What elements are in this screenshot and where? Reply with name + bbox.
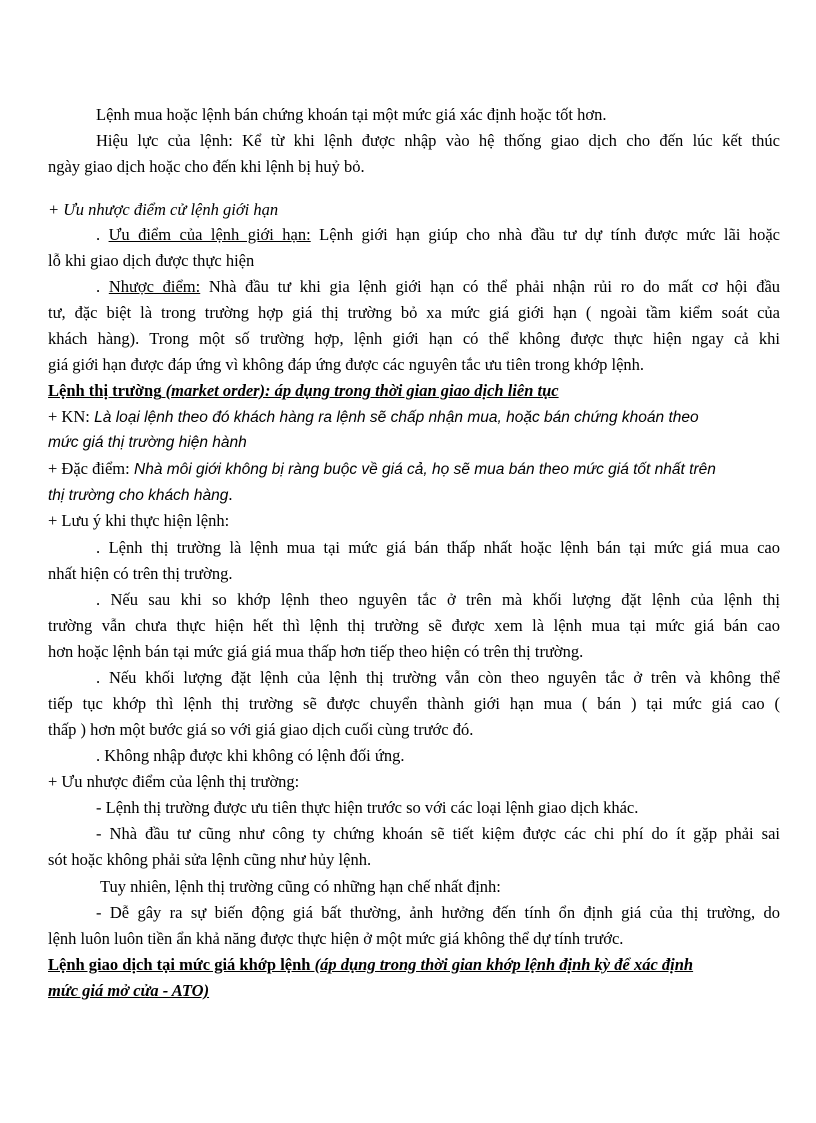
market-definition-line2: mức giá thị trường hiện hành <box>48 434 247 451</box>
disadvantage-line3: khách hàng). Trong một số trường hợp, lệnh giới hạn có thể không được thực hiện ngay cả khi <box>48 329 780 348</box>
market-definition-line1: + KN: Là loại lệnh theo đó khách hàng ra lệnh sẽ chấp nhận mua, hoặc bán chứng khoán theo <box>48 407 699 426</box>
heading-notes: + Lưu ý khi thực hiện lệnh: <box>48 511 230 530</box>
market-con1-line2: lệnh luôn luôn tiền ẩn khả năng được thực hiện ở một mức giá không thể dự tính trước. <box>48 929 624 948</box>
note4: . Không nhập được khi không có lệnh đối ứng. <box>96 746 405 765</box>
advantage-label: Ưu điểm của lệnh giới hạn: <box>108 225 311 244</box>
disadvantage-line2: tư, đặc biệt là trong trường hợp giá thị trường bỏ xa mức giá giới hạn ( ngoài tầm kiểm soát của <box>48 303 780 322</box>
note2-line3: hơn hoặc lệnh bán tại mức giá giá mua thấp hơn tiếp theo hiện có trên thị trường. <box>48 642 584 661</box>
market-feature-line1: + Đặc điểm: Nhà môi giới không bị ràng buộc về giá cả, họ sẽ mua bán theo mức giá tốt nhất trên <box>48 459 716 478</box>
advantage-line2: lỗ khi giao dịch được thực hiện <box>48 251 255 270</box>
market-pro1: - Lệnh thị trường được ưu tiên thực hiện trước so với các loại lệnh giao dịch khác. <box>96 798 639 817</box>
disadvantage-line4: giá giới hạn được đáp ứng vì không đáp ứng được các nguyên tắc ưu tiên trong khớp lệnh. <box>48 355 645 374</box>
note3-line3: thấp ) hơn một bước giá so với giá giao dịch cuối cùng trước đó. <box>48 720 474 739</box>
heading-market-order: Lệnh thị trường (market order): áp dụng trong thời gian giao dịch liên tục <box>48 381 559 400</box>
paragraph-validity-line2: ngày giao dịch hoặc cho đến khi lệnh bị huỷ bỏ. <box>48 157 365 176</box>
paragraph-limit-order-definition: Lệnh mua hoặc lệnh bán chứng khoán tại một mức giá xác định hoặc tốt hơn. <box>96 105 607 124</box>
note3-line1: . Nếu khối lượng đặt lệnh của lệnh thị trường vẫn còn theo nguyên tắc ở trên và không thể <box>96 668 780 687</box>
note1-line1: . Lệnh thị trường là lệnh mua tại mức giá bán thấp nhất hoặc lệnh bán tại mức giá mua cao <box>96 538 780 557</box>
heading-market-pros-cons: + Ưu nhược điểm của lệnh thị trường: <box>48 772 300 791</box>
advantage-line1: . Ưu điểm của lệnh giới hạn: Lệnh giới hạn giúp cho nhà đầu tư dự tính được mức lãi hoặc <box>96 225 781 244</box>
market-pro2-line1: - Nhà đầu tư cũng như công ty chứng khoán sẽ tiết kiệm được các chi phí do ít gặp phải sai <box>96 824 780 843</box>
note2-line1: . Nếu sau khi so khớp lệnh theo nguyên tắc ở trên mà khối lượng đặt lệnh của lệnh thị <box>96 590 780 609</box>
heading-ato-order-line2: mức giá mở cửa - ATO) <box>48 981 210 1000</box>
disadvantage-label: Nhược điểm: <box>108 277 201 296</box>
market-limitations-intro: Tuy nhiên, lệnh thị trường cũng có những hạn chế nhất định: <box>100 877 501 896</box>
note1-line2: nhất hiện có trên thị trường. <box>48 564 233 583</box>
disadvantage-line1: . Nhược điểm: Nhà đầu tư khi gia lệnh giới hạn có thể phải nhận rủi ro do mất cơ hội đầu <box>96 277 781 296</box>
note2-line2: trường vẫn chưa thực hiện hết thì lệnh thị trường sẽ được xem là lệnh mua tại mức giá bán cao <box>48 616 780 635</box>
market-feature-line2: thị trường cho khách hàng. <box>48 485 233 504</box>
market-pro2-line2: sót hoặc không phải sửa lệnh cũng như hủy lệnh. <box>48 850 372 869</box>
market-con1-line1: - Dễ gây ra sự biến động giá bất thường, ảnh hưởng đến tính ổn định giá của thị trường, do <box>96 903 780 922</box>
note3-line2: tiếp tục khớp thì lệnh thị trường sẽ được chuyển thành giới hạn mua ( bán ) tại mức giá cao ( <box>48 694 780 713</box>
heading-limit-pros-cons: + Ưu nhược điểm cử lệnh giới hạn <box>48 200 279 219</box>
paragraph-validity-line1: Hiệu lực của lệnh: Kể từ khi lệnh được nhập vào hệ thống giao dịch cho đến lúc kết thúc <box>96 131 780 150</box>
heading-ato-order-line1: Lệnh giao dịch tại mức giá khớp lệnh (áp dụng trong thời gian khớp lệnh định kỳ để xác định <box>48 955 694 974</box>
